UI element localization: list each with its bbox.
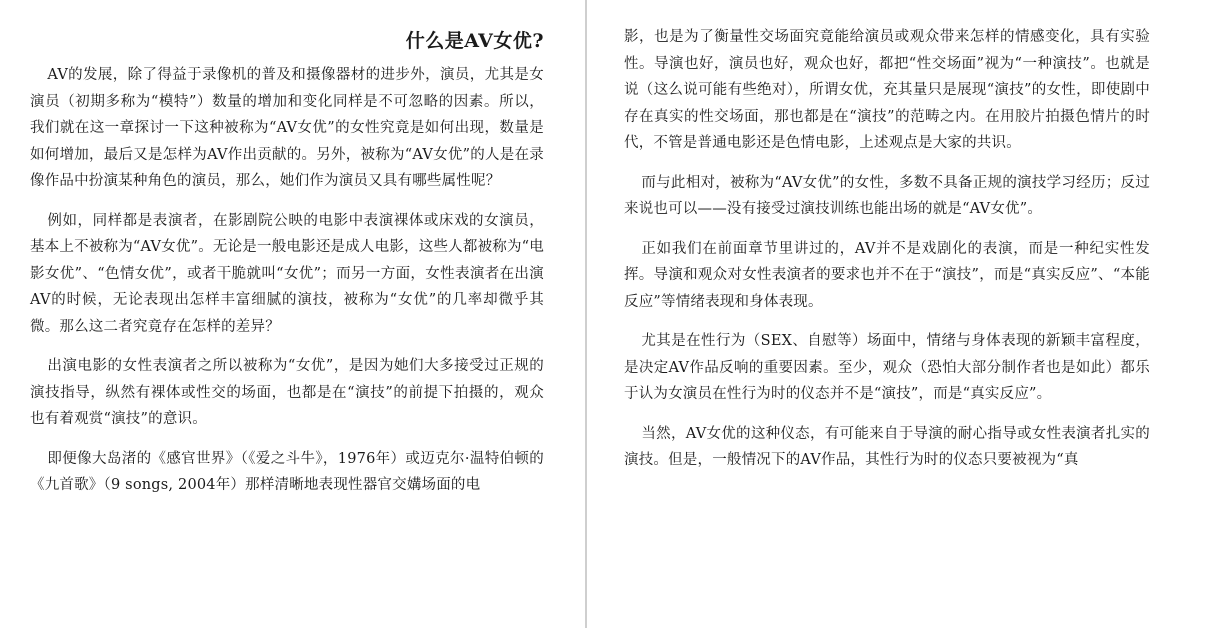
paragraph: 当然，AV女优的这种仪态，有可能来自于导演的耐心指导或女性表演者扎实的演技。但是，一般情况下的AV作品，其性行为时的仪态只要被视为“真 xyxy=(624,425,1150,468)
chapter-title: 什么是AV女优? xyxy=(405,30,544,52)
paragraph: 尤其是在性行为（SEX、自慰等）场面中，情绪与身体表现的新颖丰富程度，是决定AV作品反响的重要因素。至少，观众（恐怕大部分制作者也是如此）都乐于认为女演员在性行为时的仪态并不是“演技”，而是“真实反应”。 xyxy=(624,333,1150,402)
paragraph: 出演电影的女性表演者之所以被称为“女优”，是因为她们大多接受过正规的演技指导，纵然有裸体或性交的场面，也都是在“演技”的前提下拍摄的，观众也有着观赏“演技”的意识。 xyxy=(30,358,544,427)
right-page xyxy=(592,0,1210,628)
paragraph: AV的发展，除了得益于录像机的普及和摄像器材的进步外，演员，尤其是女演员（初期多称为“模特”）数量的增加和变化同样是不可忽略的因素。所以，我们就在这一章探讨一下这种被称为“AV女优”的女性究竟是如何出现，数量是如何增加，最后又是怎样为AV作出贡献的。另外，被称为“AV女优”的人是在录像作品中扮演某种角色的演员，那么，她们作为演员又具有哪些属性呢？ xyxy=(30,67,544,189)
paragraph: 例如，同样都是表演者，在影剧院公映的电影中表演裸体或床戏的女演员，基本上不被称为“AV女优”。无论是一般电影还是成人电影，这些人都被称为“电影女优”、“色情女优”，或者干脆就叫“女优”；而另一方面，女性表演者在出演AV的时候，无论表现出怎样丰富细腻的演技，被称为“女优”的几率却微乎其微。那么这二者究竟存在怎样的差异？ xyxy=(30,212,544,335)
paragraph: 正如我们在前面章节里讲过的，AV并不是戏剧化的表演，而是一种纪实性发挥。导演和观众对女性表演者的要求也并不在于“演技”，而是“真实反应”、“本能反应”等情绪表现和身体表现。 xyxy=(624,240,1150,310)
paragraph: 即便像大岛渚的《感官世界》（《爱之斗牛》，1976年）或迈克尔·温特伯顿的《九首歌》（9 songs, 2004年）那样清晰地表现性器官交媾场面的电 xyxy=(30,450,544,493)
paragraph: 而与此相对，被称为“AV女优”的女性，多数不具备正规的演技学习经历；反过来说也可以——没有接受过演技训练也能出场的就是“AV女优”。 xyxy=(624,174,1150,217)
left-page xyxy=(0,0,590,628)
page-divider xyxy=(585,0,587,628)
paragraph-continuation: 影，也是为了衡量性交场面究竟能给演员或观众带来怎样的情感变化，具有实验性。导演也好，演员也好，观众也好，都把“性交场面”视为“一种演技”。也就是说（这么说可能有些绝对），所谓女优，充其量只是展现“演技”的女性，即使剧中存在真实的性交场面，那也都是在“演技”的范畴之内。在用胶片拍摄色情片的时代，不管是普通电影还是色情电影，上述观点是大家的共识。 xyxy=(624,29,1150,151)
